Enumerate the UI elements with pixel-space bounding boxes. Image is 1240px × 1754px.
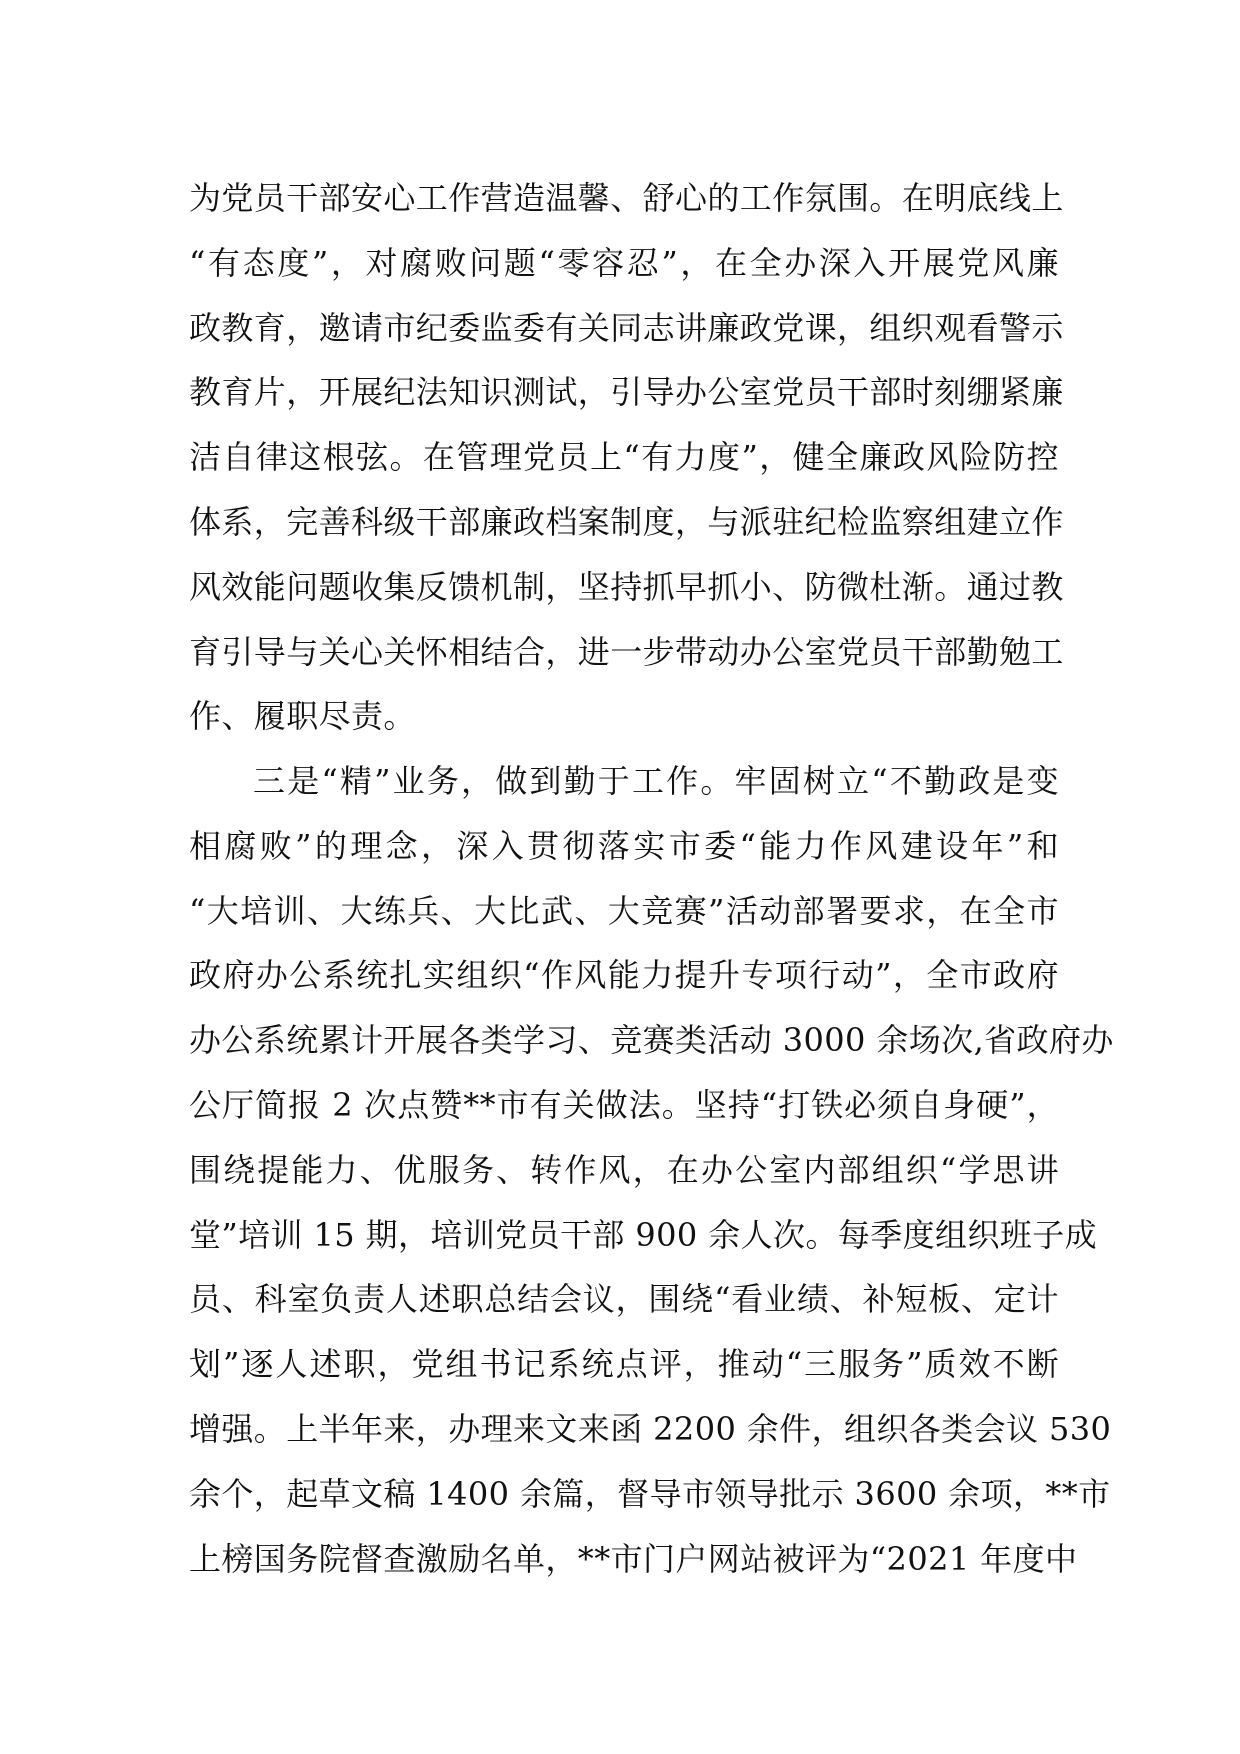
text-line-first: 三是“精”业务，做到勤于工作。牢固树立“不勤政是变 xyxy=(253,762,1059,800)
text-line: 划”逐人述职，党组书记系统点评，推动“三服务”质效不断 xyxy=(189,1345,1059,1384)
text-line: “有态度”，对腐败问题“零容忍”，在全办深入开展党风廉 xyxy=(189,243,1059,282)
text-line: 增强。上半年来，办理来文来函 2200 余件，组织各类会议 530 xyxy=(189,1409,1112,1448)
text-line: 员、科室负责人述职总结会议，围绕“看业绩、补短板、定计 xyxy=(189,1280,1059,1319)
text-line: 教育片，开展纪法知识测试，引导办公室党员干部时刻绷紧廉 xyxy=(189,373,1064,412)
text-line: 公厅简报 2 次点赞**市有关做法。坚持“打铁必须自身硬”， xyxy=(189,1085,1059,1124)
text-line: 办公系统累计开展各类学习、竞赛类活动 3000 余场次,省政府办 xyxy=(189,1021,1114,1060)
paragraph-section-three xyxy=(189,749,1114,1591)
text-line: 育引导与关心关怀相结合，进一步带动办公室党员干部勤勉工 xyxy=(189,632,1064,671)
text-line: 为党员干部安心工作营造温馨、舒心的工作氛围。在明底线上 xyxy=(189,179,1064,217)
text-line-last: 作、履职尽责。 xyxy=(189,697,416,736)
text-line: 围绕提能力、优服务、转作风，在办公室内部组织“学思讲 xyxy=(189,1150,1059,1189)
paragraph-continuation xyxy=(189,166,1064,749)
text-line: 余个，起草文稿 1400 余篇，督导市领导批示 3600 余项，**市 xyxy=(189,1474,1111,1513)
text-line: 风效能问题收集反馈机制，坚持抓早抓小、防微杜渐。通过教 xyxy=(189,567,1064,606)
text-line: 政府办公系统扎实组织“作风能力提升专项行动”，全市政府 xyxy=(189,956,1059,995)
text-line: 体系，完善科级干部廉政档案制度，与派驻纪检监察组建立作 xyxy=(189,502,1064,541)
text-line: “大培训、大练兵、大比武、大竞赛”活动部署要求，在全市 xyxy=(189,891,1059,930)
text-line: 相腐败”的理念，深入贯彻落实市委“能力作风建设年”和 xyxy=(189,826,1059,865)
text-line: 洁自律这根弦。在管理党员上“有力度”，健全廉政风险防控 xyxy=(189,438,1059,477)
text-line: 政教育，邀请市纪委监委有关同志讲廉政党课，组织观看警示 xyxy=(189,308,1064,347)
text-line: 堂”培训 15 期，培训党员干部 900 余人次。每季度组织班子成 xyxy=(189,1215,1098,1254)
text-line: 上榜国务院督查激励名单，**市门户网站被评为“2021 年度中 xyxy=(189,1539,1078,1578)
